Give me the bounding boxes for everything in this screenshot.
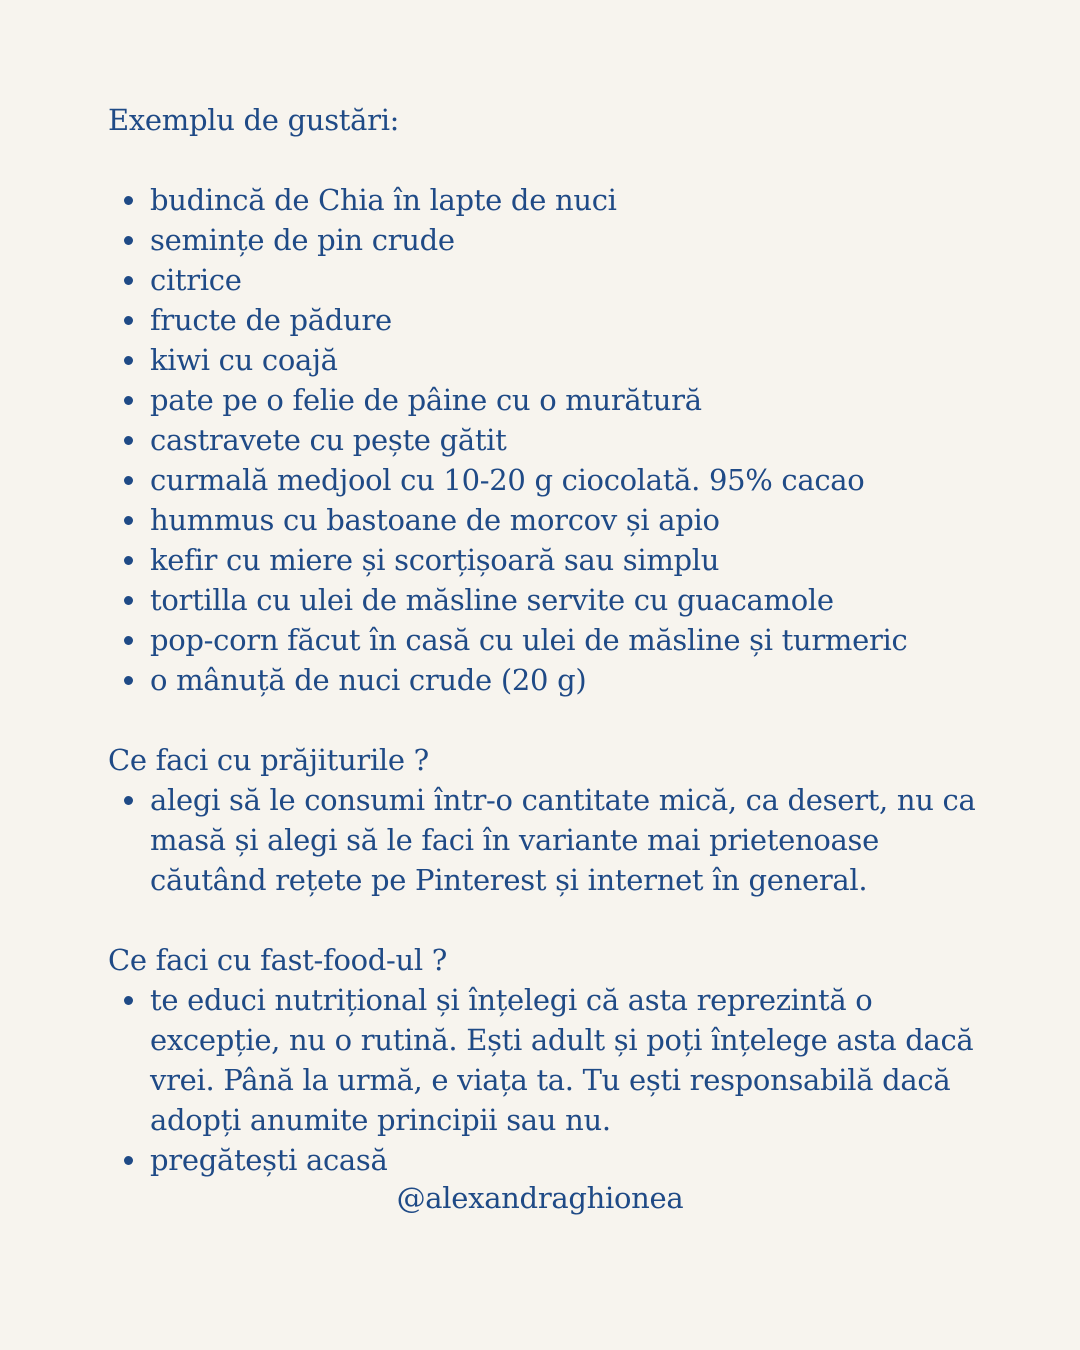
list-item bbox=[108, 580, 988, 620]
spacer bbox=[108, 140, 988, 180]
list-item bbox=[108, 300, 988, 340]
bullet-icon bbox=[124, 516, 133, 525]
list-item bbox=[108, 380, 988, 420]
list-item-text: kefir cu miere și scorțișoară sau simplu bbox=[150, 543, 720, 577]
bullet-icon bbox=[124, 596, 133, 605]
bullet-icon bbox=[124, 1156, 133, 1165]
author-handle: @alexandraghionea bbox=[396, 1181, 684, 1215]
list-item-text: hummus cu bastoane de morcov și apio bbox=[150, 503, 720, 537]
list-item bbox=[108, 660, 988, 700]
bullet-icon bbox=[124, 676, 133, 685]
list-item bbox=[108, 180, 988, 220]
list-item-text: pate pe o felie de pâine cu o murătură bbox=[150, 383, 702, 417]
list-item bbox=[108, 980, 988, 1140]
list-item-text: o mânuță de nuci crude (20 g) bbox=[150, 663, 587, 697]
list-item bbox=[108, 260, 988, 300]
list-item-text: castravete cu pește gătit bbox=[150, 423, 507, 457]
cakes-list bbox=[108, 780, 988, 900]
list-item bbox=[108, 540, 988, 580]
list-item-text: semințe de pin crude bbox=[150, 223, 455, 257]
list-item-text: alegi să le consumi într-o cantitate mică, ca desert, nu ca masă și alegi să le faci în variante mai prietenoase căutând rețete pe Pinterest și internet în general. bbox=[150, 783, 976, 897]
bullet-icon bbox=[124, 396, 133, 405]
snacks-list bbox=[108, 180, 988, 700]
snacks-heading: Exemplu de gustări: bbox=[108, 103, 400, 137]
list-item-text: kiwi cu coajă bbox=[150, 343, 338, 377]
bullet-icon bbox=[124, 636, 133, 645]
bullet-icon bbox=[124, 556, 133, 565]
list-item-text: te educi nutrițional și înțelegi că asta reprezintă o excepție, nu o rutină. Ești adult și poți înțelege asta dacă vrei. Până la urmă, e viața ta. Tu ești responsabilă dacă adopți anumite principii sau nu. bbox=[150, 983, 974, 1137]
list-item-text: curmală medjool cu 10-20 g ciocolată. 95% cacao bbox=[150, 463, 865, 497]
bullet-icon bbox=[124, 316, 133, 325]
fastfood-list bbox=[108, 980, 988, 1180]
list-item-text: tortilla cu ulei de măsline servite cu guacamole bbox=[150, 583, 834, 617]
list-item bbox=[108, 620, 988, 660]
list-item bbox=[108, 500, 988, 540]
bullet-icon bbox=[124, 276, 133, 285]
content bbox=[108, 100, 988, 1180]
list-item-text: pop-corn făcut în casă cu ulei de măsline și turmeric bbox=[150, 623, 908, 657]
spacer bbox=[108, 700, 988, 740]
bullet-icon bbox=[124, 196, 133, 205]
list-item bbox=[108, 1140, 988, 1180]
list-item-text: pregătești acasă bbox=[150, 1143, 388, 1177]
bullet-icon bbox=[124, 796, 133, 805]
list-item-text: fructe de pădure bbox=[150, 303, 392, 337]
fastfood-heading: Ce faci cu fast-food-ul ? bbox=[108, 943, 448, 977]
bullet-icon bbox=[124, 436, 133, 445]
list-item-text: citrice bbox=[150, 263, 242, 297]
bullet-icon bbox=[124, 476, 133, 485]
cakes-heading: Ce faci cu prăjiturile ? bbox=[108, 743, 429, 777]
list-item bbox=[108, 340, 988, 380]
bullet-icon bbox=[124, 356, 133, 365]
spacer bbox=[108, 900, 988, 940]
list-item-text: budincă de Chia în lapte de nuci bbox=[150, 183, 617, 217]
list-item bbox=[108, 420, 988, 460]
bullet-icon bbox=[124, 996, 133, 1005]
bullet-icon bbox=[124, 236, 133, 245]
list-item bbox=[108, 460, 988, 500]
list-item bbox=[108, 780, 988, 900]
list-item bbox=[108, 220, 988, 260]
